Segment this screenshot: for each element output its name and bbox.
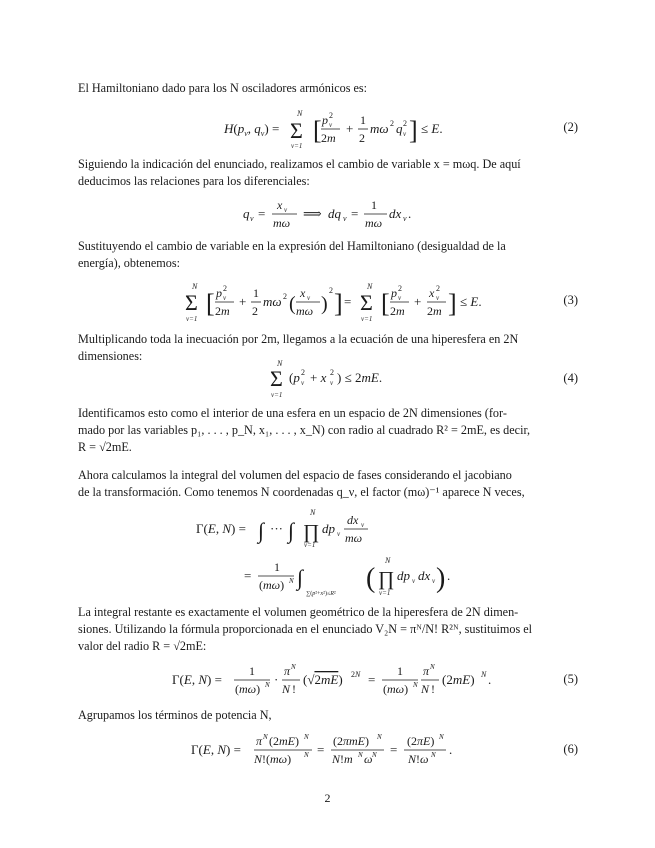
svg-text:ν: ν	[403, 130, 407, 138]
svg-text:ν: ν	[412, 577, 416, 585]
svg-text:N: N	[282, 682, 291, 696]
svg-text:N: N	[421, 682, 430, 696]
svg-text:mω: mω	[296, 304, 314, 318]
svg-text:dx: dx	[389, 206, 402, 221]
svg-text:N: N	[430, 663, 435, 671]
svg-text:Σ: Σ	[270, 366, 283, 391]
svg-text:N: N	[431, 751, 436, 759]
svg-text:ν=1: ν=1	[361, 315, 373, 323]
svg-text:ν: ν	[337, 530, 341, 538]
equation-2-math	[78, 104, 578, 154]
svg-text:N: N	[289, 577, 294, 585]
svg-text:(p: (p	[289, 370, 300, 385]
svg-text:N: N	[277, 359, 283, 368]
paragraph-remaining-integral	[78, 604, 578, 655]
svg-text:(√2mE): (√2mE)	[303, 672, 343, 687]
page-number: 2	[324, 791, 331, 805]
svg-text:=: =	[344, 294, 352, 309]
svg-text:N!m: N!m	[332, 752, 353, 766]
text-run: Siguiendo la indicación del enunciado, realizamos el cambio de variable x	[78, 157, 440, 171]
paragraph-text: Ahora calculamos la integral del volumen del espacio de fases considerando el jacobiano	[78, 468, 512, 482]
svg-text:p: p	[322, 113, 328, 127]
svg-text:∫: ∫	[288, 518, 295, 543]
svg-text:(2πmE): (2πmE)	[333, 734, 370, 748]
svg-text:ω: ω	[364, 752, 373, 766]
svg-text:mω: mω	[345, 531, 363, 545]
svg-text:+: +	[239, 294, 247, 309]
svg-text:∑(p²+x²)≤R²: ∑(p²+x²)≤R²	[306, 591, 336, 597]
svg-text:2: 2	[223, 284, 227, 293]
svg-text:ν: ν	[343, 214, 347, 223]
svg-text:!: !	[292, 682, 296, 696]
svg-text:π: π	[256, 734, 263, 748]
svg-text:2: 2	[330, 368, 334, 377]
svg-text:dq: dq	[328, 206, 341, 221]
svg-text:N: N	[304, 733, 309, 741]
svg-text:N: N	[385, 556, 391, 565]
svg-text:(: (	[289, 293, 296, 315]
svg-text:mω: mω	[273, 216, 291, 230]
svg-text:dp: dp	[397, 568, 410, 583]
svg-text:(2mE): (2mE)	[269, 734, 299, 748]
paragraph-substitution	[78, 238, 578, 272]
svg-text:∫: ∫	[258, 518, 265, 543]
svg-text:N!ω: N!ω	[408, 752, 429, 766]
text-run: = mωq	[439, 157, 477, 171]
svg-text:2: 2	[283, 292, 287, 301]
svg-text:N!(mω): N!(mω)	[254, 752, 292, 766]
svg-text:=: =	[317, 742, 325, 757]
paragraph-sphere-interior	[78, 405, 578, 456]
svg-text:=: =	[258, 206, 266, 221]
equation-5	[78, 658, 578, 702]
svg-text:ν: ν	[284, 206, 288, 214]
svg-text:p: p	[391, 286, 397, 300]
svg-text:p: p	[216, 286, 222, 300]
svg-text:2m: 2m	[321, 131, 336, 145]
svg-text:ν: ν	[301, 379, 305, 387]
paragraph-text: siones. Utilizando la fórmula proporcionada en el enunciado V₂N = πᴺ/N! R²ᴺ, sustituimos el	[78, 622, 533, 636]
svg-text:dx: dx	[347, 513, 359, 527]
paragraph-text: La integral restante es exactamente el volumen geométrico de la hiperesfera de 2N dimen-	[78, 605, 519, 619]
equation-number: (4)	[563, 371, 578, 385]
equation-gamma-integral	[78, 505, 578, 601]
svg-text:2: 2	[359, 131, 365, 145]
svg-text:=: =	[390, 742, 398, 757]
svg-text:dx: dx	[418, 568, 431, 583]
svg-text:ν: ν	[223, 294, 227, 302]
svg-text:Σ: Σ	[290, 118, 303, 143]
svg-text:ν: ν	[250, 214, 254, 223]
svg-text:N: N	[192, 282, 198, 291]
svg-text:ν: ν	[398, 294, 402, 302]
svg-text:(mω): (mω)	[259, 578, 285, 592]
svg-text:2: 2	[403, 119, 407, 128]
svg-text:ν: ν	[307, 294, 311, 302]
svg-text:1: 1	[360, 113, 366, 127]
paragraph-text: valor del radio R = √2mE:	[78, 639, 207, 653]
svg-text:.: .	[488, 672, 492, 687]
svg-text:N: N	[481, 670, 487, 679]
svg-text:x: x	[300, 286, 306, 300]
svg-text:Γ(E, N) =: Γ(E, N) =	[196, 521, 246, 536]
svg-text:2m: 2m	[390, 304, 405, 318]
svg-text:(2mE): (2mE)	[442, 672, 475, 687]
equation-number: (3)	[563, 293, 578, 307]
svg-text:≤ E.: ≤ E.	[460, 294, 482, 309]
paragraph-text: deducimos las relaciones para los diferenciales:	[78, 174, 310, 188]
svg-text:N: N	[367, 282, 373, 291]
text-run: . De aquí	[476, 157, 521, 171]
svg-text:(2πE): (2πE)	[407, 734, 435, 748]
svg-text:q: q	[396, 121, 403, 136]
svg-text:N: N	[265, 681, 270, 689]
svg-text:(mω): (mω)	[383, 682, 409, 696]
equation-3-math	[78, 277, 578, 331]
svg-text:ν=1: ν=1	[271, 391, 283, 399]
svg-text:1: 1	[371, 198, 377, 212]
svg-text:ν: ν	[436, 294, 440, 302]
svg-text:[: [	[313, 116, 322, 145]
svg-text:2: 2	[390, 119, 394, 128]
svg-text:+: +	[346, 121, 354, 136]
svg-text:2: 2	[252, 304, 258, 318]
paragraph-text	[78, 156, 578, 173]
svg-text:mω: mω	[365, 216, 383, 230]
paragraph-text: Multiplicando toda la inecuación por 2m, llegamos a la ecuación de una hiperesfera en 2N	[78, 332, 519, 346]
svg-text:(mω): (mω)	[235, 682, 261, 696]
svg-text:N: N	[358, 751, 363, 759]
svg-text:∫: ∫	[297, 565, 304, 590]
paragraph-group-terms	[78, 707, 578, 724]
svg-text:N: N	[297, 109, 303, 118]
svg-text:x: x	[429, 286, 435, 300]
svg-text:2m: 2m	[427, 304, 442, 318]
svg-text:N: N	[439, 733, 444, 741]
svg-text:ν=1: ν=1	[291, 142, 303, 150]
svg-text:x: x	[277, 198, 283, 212]
paragraph-intro	[78, 80, 578, 97]
equation-4	[78, 356, 578, 402]
svg-text:2m: 2m	[215, 304, 230, 318]
paragraph-change-of-variable	[78, 156, 578, 190]
svg-text:!: !	[431, 682, 435, 696]
svg-text:Γ(E, N) =: Γ(E, N) =	[191, 742, 241, 757]
equation-4-math	[78, 356, 578, 402]
svg-text:1: 1	[274, 560, 280, 574]
svg-text:N: N	[377, 733, 382, 741]
svg-text:.: .	[449, 742, 453, 757]
equation-6	[78, 728, 578, 772]
svg-text:N: N	[372, 751, 377, 759]
svg-text:ν: ν	[330, 379, 334, 387]
svg-text:Σ: Σ	[185, 290, 198, 315]
paragraph-text: Sustituyendo el cambio de variable en la expresión del Hamiltoniano (desigualdad de la	[78, 239, 506, 253]
equation-number: (5)	[563, 672, 578, 686]
svg-text:N: N	[291, 663, 296, 671]
svg-text:2: 2	[329, 111, 333, 120]
svg-text:=: =	[368, 672, 376, 687]
svg-text:=: =	[244, 568, 252, 583]
paragraph-phase-volume	[78, 467, 578, 501]
equation-6-math	[78, 728, 578, 772]
paragraph-text: energía), obtenemos:	[78, 256, 180, 270]
svg-text:ν: ν	[361, 521, 365, 529]
svg-text:dp: dp	[322, 521, 335, 536]
svg-text:mω: mω	[370, 121, 389, 136]
svg-text:1: 1	[253, 286, 259, 300]
svg-text:]: ]	[448, 289, 457, 318]
svg-text:2N: 2N	[351, 670, 361, 679]
equation-gamma-integral-math	[78, 505, 578, 601]
svg-text:.: .	[408, 206, 412, 221]
svg-text:(: (	[366, 563, 376, 594]
svg-text:N: N	[263, 733, 268, 741]
svg-text:): )	[436, 563, 446, 594]
svg-text:∏: ∏	[303, 521, 320, 543]
paragraph-text: Identificamos esto como el interior de una esfera en un espacio de 2N dimensiones (for-	[78, 406, 507, 420]
svg-text:2: 2	[329, 286, 333, 295]
svg-text:ν: ν	[432, 577, 436, 585]
svg-text:[: [	[206, 289, 215, 318]
svg-text:ν=1: ν=1	[304, 541, 316, 549]
svg-text:ν=1: ν=1	[186, 315, 198, 323]
paragraph-text: de la transformación. Como tenemos N coordenadas q_ν, el factor (mω)⁻¹ aparece N veces,	[78, 485, 525, 499]
svg-text:=: =	[351, 206, 359, 221]
svg-text:1: 1	[249, 664, 255, 678]
equation-number: (2)	[563, 120, 578, 134]
svg-text:+ x: + x	[310, 370, 327, 385]
svg-text:ν: ν	[403, 214, 407, 223]
svg-text:Γ(E, N) =: Γ(E, N) =	[172, 672, 222, 687]
svg-text:) ≤ 2mE.: ) ≤ 2mE.	[337, 370, 383, 385]
paragraph-text: mado por las variables p₁, . . . , p_N, x₁, . . . , x_N) con radio al cuadrado R² = 2mE, es decir,	[78, 423, 531, 437]
svg-text:q: q	[243, 206, 250, 221]
equation-number: (6)	[563, 742, 578, 756]
svg-text:π: π	[284, 664, 291, 678]
equation-2	[78, 104, 578, 154]
svg-text:Σ: Σ	[360, 290, 373, 315]
svg-text:N: N	[310, 508, 316, 517]
paragraph-text: R = √2mE.	[78, 440, 132, 454]
svg-text:2: 2	[436, 284, 440, 293]
svg-text:·: ·	[274, 672, 279, 687]
svg-text:H(pν, qν) =: $H(p_\nu$, $q_\nu$) =	[224, 121, 280, 138]
svg-text:1: 1	[397, 664, 403, 678]
paragraph-text: dimensiones:	[78, 349, 143, 363]
svg-text:.: .	[447, 568, 451, 583]
svg-text:]: ]	[409, 116, 418, 145]
paragraph-text: El Hamiltoniano dado para los N osciladores armónicos es:	[78, 81, 368, 95]
equation-3	[78, 277, 578, 331]
svg-text:∏: ∏	[378, 568, 395, 590]
svg-text:N: N	[304, 751, 309, 759]
svg-text:⟹: ⟹	[303, 206, 322, 221]
svg-text:2: 2	[398, 284, 402, 293]
svg-text:ν: ν	[329, 121, 333, 129]
svg-text:···: ···	[270, 521, 283, 536]
svg-text:N: N	[413, 681, 418, 689]
paragraph-text: Agrupamos los términos de potencia N,	[78, 708, 272, 722]
svg-text:2: 2	[301, 368, 305, 377]
svg-text:ν=1: ν=1	[379, 589, 391, 597]
svg-text:π: π	[423, 664, 430, 678]
svg-text:]: ]	[334, 289, 343, 318]
svg-text:≤ E.: ≤ E.	[421, 121, 443, 136]
svg-text:+: +	[414, 294, 422, 309]
equation-5-math	[78, 658, 578, 702]
equation-differentials-math	[78, 196, 578, 236]
svg-text:): )	[321, 293, 328, 315]
equation-differentials	[78, 196, 578, 236]
svg-text:[: [	[381, 289, 390, 318]
svg-text:mω: mω	[263, 294, 282, 309]
